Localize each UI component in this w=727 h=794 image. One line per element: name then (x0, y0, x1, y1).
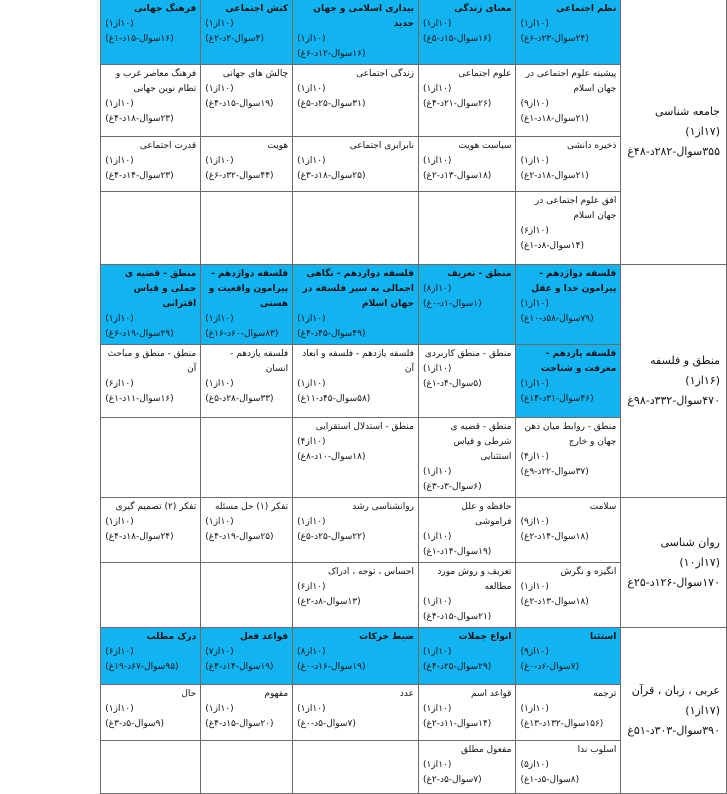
empty-cell (101, 741, 201, 794)
topic-title: بیداری اسلامی و جهان جدید (313, 4, 414, 29)
topic-title: منطق - منطق کاربردی (424, 349, 512, 359)
topic-cell[interactable] (201, 345, 293, 418)
topic-cell[interactable] (201, 685, 293, 741)
topic-title: هویت (267, 141, 289, 151)
topic-stats: (۹۵سوال-۶۷د-۱۹غ) (105, 662, 179, 672)
topic-cell[interactable] (418, 741, 515, 794)
topic-stats: (۳۷سوال-۲۲د-۹غ) (520, 467, 589, 477)
topic-title: منطق - قضیه ی حملی و قیاس اقترانی (124, 269, 197, 309)
topic-cell[interactable] (101, 685, 201, 741)
topic-cell[interactable] (101, 628, 201, 685)
topic-progress: (۱۰از۱) (205, 156, 234, 166)
topic-cell[interactable] (418, 498, 515, 563)
topic-progress: (۱۰از۷) (205, 647, 234, 657)
topic-progress: (۱۰از۱) (422, 760, 452, 770)
topic-stats: (۱سوال-۱د-۰غ) (422, 299, 482, 309)
empty-cell (101, 418, 201, 498)
topic-title: نابرابری اجتماعی (349, 141, 414, 151)
subject-cell (621, 265, 727, 498)
topic-cell[interactable] (418, 137, 515, 192)
topic-title: سلامت (589, 502, 617, 512)
topic-stats: (۵سوال-۴د-۱غ) (422, 379, 482, 389)
subject-name: منطق و فلسفه (۱۶از۱) (650, 354, 720, 387)
topic-cell[interactable] (516, 137, 621, 192)
topic-title: افق علوم اجتماعی در جهان اسلام (534, 196, 617, 221)
topic-cell[interactable] (293, 0, 419, 65)
topic-title: فلسفه یازدهم - فلسفه و ابعاد آن (302, 349, 414, 374)
topic-progress: (۱۰از۱) (297, 517, 326, 527)
topic-stats: (۳۱سوال-۲۵د-۵غ) (297, 99, 366, 109)
topic-cell[interactable] (101, 0, 201, 65)
topic-cell[interactable] (418, 265, 515, 345)
empty-cell (201, 192, 293, 265)
subject-cell (621, 498, 727, 628)
empty-cell (101, 563, 201, 628)
topic-title: مفعول مطلق (460, 745, 512, 755)
topic-cell[interactable] (293, 563, 419, 628)
topic-cell[interactable] (201, 65, 293, 137)
topic-progress: (۱۰از۱) (520, 582, 549, 592)
topic-stats: (۴۴سوال-۳۲د-۶غ) (205, 171, 274, 181)
topic-stats: (۱۶سوال-۱۵د-۱غ) (105, 34, 174, 44)
topic-progress: (۱۰از۱) (205, 704, 234, 714)
table-row (39, 498, 727, 563)
topic-title: نظم اجتماعی (556, 4, 617, 14)
topic-progress: (۱۰از۸) (422, 284, 452, 294)
topic-cell[interactable] (201, 265, 293, 345)
topic-progress: (۱۰از۱) (422, 647, 452, 657)
topic-title: اسلوب ندا (577, 745, 617, 755)
topic-stats: (۲۴سوال-۲۳د-۶غ) (520, 34, 589, 44)
empty-cell (293, 741, 419, 794)
topic-title: فلسفه یازدهم - انسان (230, 349, 289, 374)
topic-progress: (۱۰از۶) (105, 379, 134, 389)
empty-cell (201, 418, 293, 498)
topic-stats: (۲۱سوال-۱۵د-۴غ) (422, 612, 492, 622)
topic-progress: (۱۰از۱) (422, 84, 452, 94)
topic-cell[interactable] (201, 628, 293, 685)
topic-cell[interactable] (293, 345, 419, 418)
table-row (39, 628, 727, 685)
topic-cell[interactable] (293, 137, 419, 192)
topic-cell[interactable] (418, 685, 515, 741)
topic-cell[interactable] (418, 563, 515, 628)
topic-title: کنش اجتماعی (225, 4, 289, 14)
topic-title: فلسفه دوازدهم - پیرامون خدا و عقل (531, 269, 617, 294)
topic-stats: (۱۶سوال-۱۱د-۱غ) (105, 394, 174, 404)
topic-stats: (۲۶سوال-۲۱د-۴غ) (422, 99, 492, 109)
topics-table-body (39, 0, 727, 794)
topic-stats: (۱۸سوال-۱۴د-۲غ) (520, 532, 589, 542)
topic-stats: (۲۵سوال-۱۸د-۳غ) (297, 171, 366, 181)
topic-progress: (۱۰از۱) (105, 19, 134, 29)
topic-progress: (۱۰از۶) (105, 647, 134, 657)
topic-title: قواعد فعل (240, 632, 289, 642)
topic-cell[interactable] (516, 65, 621, 137)
topic-progress: (۱۰از۱) (422, 532, 452, 542)
topic-progress: (۱۰از۱) (105, 517, 134, 527)
empty-cell (201, 741, 293, 794)
topic-title: انگیزه و نگرش (560, 567, 617, 577)
topic-stats: (۷۹سوال-۵۸د-۱۰غ) (520, 314, 594, 324)
topic-cell[interactable] (201, 137, 293, 192)
topic-stats: (۲۴سوال-۱۸د-۴غ) (105, 532, 174, 542)
topic-title: فرهنگ معاصر غرب و تطام نوین جهانی (115, 69, 197, 94)
topic-progress: (۱۰از۱) (105, 314, 134, 324)
topic-title: علوم اجتماعی (458, 69, 512, 79)
topic-stats: (۳۳سوال-۲۸د-۵غ) (205, 394, 274, 404)
topic-progress: (۱۰از۱) (105, 99, 134, 109)
topic-cell[interactable] (516, 685, 621, 741)
topic-progress: (۱۰از۱) (297, 379, 326, 389)
topic-title: روانشناسی رشد (352, 502, 414, 512)
topic-cell[interactable] (293, 628, 419, 685)
topic-cell[interactable] (101, 137, 201, 192)
topic-title: زندگی اجتماعی (356, 69, 414, 79)
subject-name: عربی ، زبان ، قرآن (۱۷از۱) (631, 683, 720, 717)
topic-title: پیشینه علوم اجتماعی در جهان اسلام (525, 69, 617, 94)
topic-stats: (۲۳سوال-۱۴د-۴غ) (105, 171, 174, 181)
topic-cell[interactable] (293, 265, 419, 345)
topic-cell[interactable] (418, 65, 515, 137)
topic-title: احساس ، توجه ، ادراک (327, 567, 414, 577)
topic-title: منطق - قضیه ی شرطی و قیاس استثنایی (450, 422, 512, 462)
topic-progress: (۱۰از۴) (520, 452, 549, 462)
topic-title: منطق - تعریف (447, 269, 512, 279)
topic-stats: (۴۶سوال-۳۱د-۱۴غ) (520, 394, 594, 404)
topic-title: منطق - استدلال استقرایی (315, 422, 414, 432)
topic-progress: (۱۰از۱) (520, 299, 549, 309)
topic-title: سیاست هویت (458, 141, 512, 151)
subject-cell (621, 628, 727, 794)
topic-cell[interactable] (418, 0, 515, 65)
topic-title: فلسفه دوازدهم - پیرامون واقعیت و هستی (208, 269, 289, 309)
topic-progress: (۱۰از۱) (297, 84, 326, 94)
topic-stats: (۱۸سوال-۱۰د-۸غ) (297, 452, 366, 462)
topics-table (38, 0, 727, 794)
topic-stats: (۴سوال-۲د-۲غ) (205, 34, 264, 44)
topic-stats: (۲۹سوال-۲۵د-۴غ) (422, 662, 492, 672)
topic-title: فلسفه دوازدهم - نگاهی اجمالی به سیر فلسفه در جهان اسلام (302, 269, 414, 309)
table-row (39, 0, 727, 65)
topic-title: فرهنگ جهانی (134, 4, 197, 14)
topic-title: تفکر (۲) تصمیم گیری (115, 502, 197, 512)
topic-stats: (۶سوال-۳د-۳غ) (422, 482, 482, 492)
topic-stats: (۲۰سوال-۱۵د-۴غ) (205, 719, 274, 729)
topic-progress: (۱۰از۱) (297, 34, 326, 44)
topic-stats: (۸سوال-۵د-۱غ) (520, 775, 580, 785)
topic-stats: (۱۸سوال-۱۳د-۲غ) (520, 597, 589, 607)
topic-stats: (۹سوال-۵د-۳غ) (105, 719, 164, 729)
topic-stats: (۱۶سوال-۱۵د-۵غ) (422, 34, 492, 44)
topic-stats: (۱۴سوال-۸د-۱غ) (520, 241, 584, 251)
topic-cell[interactable] (516, 418, 621, 498)
topic-cell[interactable] (101, 345, 201, 418)
topic-progress: (۱۰از۸) (297, 647, 326, 657)
topic-cell[interactable] (201, 0, 293, 65)
topic-progress: (۱۰از۱) (105, 704, 134, 714)
topic-cell[interactable] (293, 685, 419, 741)
topic-progress: (۱۰از۱) (205, 314, 234, 324)
topic-title: عدد (399, 689, 414, 699)
topic-cell[interactable] (418, 418, 515, 498)
topic-cell[interactable] (516, 0, 621, 65)
topic-progress: (۱۰از۱) (297, 156, 326, 166)
topic-progress: (۱۰از۱) (422, 364, 452, 374)
topic-stats: (۲۱سوال-۱۸د-۱غ) (520, 114, 589, 124)
topic-title: قدرت اجتماعی (139, 141, 197, 151)
topic-progress: (۱۰از۱) (297, 314, 326, 324)
topic-title: معنای زندگی (454, 4, 512, 14)
topic-progress: (۱۰از۱) (205, 379, 234, 389)
subject-name: جامعه شناسی (۱۷از۱) (654, 105, 720, 138)
topic-progress: (۱۰از۵) (520, 760, 549, 770)
empty-cell (101, 192, 201, 265)
topic-progress: (۱۰از۱) (520, 19, 549, 29)
subject-cell (621, 0, 727, 265)
topic-title: حال (181, 689, 197, 699)
topic-stats: (۲۲سوال-۲۵د-۵غ) (297, 532, 366, 542)
topic-progress: (۱۰از۱) (422, 704, 452, 714)
topic-title: قواعد اسم (470, 689, 512, 699)
topic-stats: (۱۹سوال-۱۴د-۴غ) (205, 662, 274, 672)
topic-cell[interactable] (516, 741, 621, 794)
topic-progress: (۱۰از۶) (297, 582, 326, 592)
subject-name: روان شناسی (۱۷از۱۰) (660, 535, 720, 569)
topic-progress: (۱۰از۱) (520, 704, 549, 714)
topic-progress: (۱۰از۴) (297, 437, 326, 447)
topic-progress: (۱۰از۶) (520, 226, 549, 236)
topic-cell[interactable] (516, 345, 621, 418)
topic-progress: (۱۰از۱) (422, 597, 452, 607)
subject-stats: ۴۷۰سوال-۳۳۲د-۹۸غ (627, 394, 720, 407)
topic-progress: (۱۰از۱) (520, 156, 549, 166)
topic-title: فلسفه یازدهم - معرفت و شناخت (540, 349, 617, 374)
topic-cell[interactable] (293, 418, 419, 498)
topic-stats: (۱۶سوال-۱۲د-۶غ) (297, 49, 366, 59)
subject-stats: ۱۷۰سوال-۱۲۶د-۲۵غ (627, 575, 720, 589)
topic-stats: (۵۸سوال-۴۵د-۱۱غ) (297, 394, 371, 404)
topic-cell[interactable] (201, 498, 293, 563)
topic-progress: (۱۰از۱) (205, 517, 234, 527)
topic-title: ضبط حرکات (359, 632, 414, 642)
topic-stats: (۱۸سوال-۱۳د-۲غ) (422, 171, 492, 181)
topic-cell[interactable] (101, 65, 201, 137)
topic-progress: (۱۰از۱) (205, 84, 234, 94)
topic-cell[interactable] (516, 563, 621, 628)
topic-title: چالش های جهانی (222, 69, 289, 79)
empty-cell (293, 192, 419, 265)
topic-stats: (۷سوال-۵د-۲غ) (422, 775, 482, 785)
topic-progress: (۱۰از۱) (297, 704, 326, 714)
topic-progress: (۱۰از۱) (422, 156, 452, 166)
topic-title: تعریف و روش مورد مطالعه (437, 567, 512, 592)
topic-title: مفهوم (264, 689, 289, 699)
empty-cell (201, 563, 293, 628)
topic-stats: (۱۳سوال-۸د-۲غ) (297, 597, 361, 607)
topic-title: انواع جملات (458, 632, 512, 642)
topic-progress: (۱۰از۱) (422, 467, 452, 477)
topic-progress: (۱۰از۱) (520, 379, 549, 389)
topic-cell[interactable] (418, 345, 515, 418)
topic-cell[interactable] (516, 265, 621, 345)
topic-cell[interactable] (516, 628, 621, 685)
topic-stats: (۲۳سوال-۱۸د-۴غ) (105, 114, 174, 124)
topic-title: حافظه و علل فراموشی (461, 502, 512, 527)
topic-stats: (۱۹سوال-۱۵د-۴غ) (205, 99, 274, 109)
topic-progress: (۱۰از۱) (205, 19, 234, 29)
topic-title: استثنا (589, 632, 617, 642)
topic-stats: (۲۹سوال-۱۹د-۶غ) (105, 329, 174, 339)
topic-title: ذخیره دانشی (566, 141, 617, 151)
topic-stats: (۱۴سوال-۱۱د-۲غ) (422, 719, 492, 729)
topic-cell[interactable] (418, 628, 515, 685)
topic-stats: (۱۹سوال-۱۶د-۰غ) (297, 662, 366, 672)
topic-cell[interactable] (293, 498, 419, 563)
subject-stats: ۳۵۵سوال-۲۸۲د-۴۸غ (627, 145, 720, 158)
topic-cell[interactable] (101, 265, 201, 345)
empty-cell (418, 192, 515, 265)
topic-cell[interactable] (101, 498, 201, 563)
topic-stats: (۴۹سوال-۴۵د-۴غ) (297, 329, 366, 339)
topic-progress: (۱۰از۹) (520, 517, 549, 527)
topic-progress: (۱۰از۱) (105, 156, 134, 166)
topic-progress: (۱۰از۹) (520, 99, 549, 109)
topic-progress: (۱۰از۱) (422, 19, 452, 29)
topic-cell[interactable] (293, 65, 419, 137)
topic-stats: (۷سوال-۶د-۰غ) (520, 662, 580, 672)
topic-title: منطق - منطق و مباحث آن (107, 349, 197, 374)
topic-progress: (۱۰از۹) (520, 647, 549, 657)
topic-cell[interactable] (516, 498, 621, 563)
topic-title: ترجمه (593, 689, 617, 699)
topic-stats: (۱۵۶سوال-۱۳۲د-۱۳غ) (520, 719, 604, 729)
topic-stats: (۱۹سوال-۱۴د-۱غ) (422, 547, 492, 557)
topic-title: تفکر (۱) حل مسئله (214, 502, 289, 512)
topic-stats: (۲۱سوال-۱۸د-۲غ) (520, 171, 589, 181)
table-row (39, 265, 727, 345)
topic-stats: (۷سوال-۵د-۰غ) (297, 719, 356, 729)
topic-stats: (۲۵سوال-۱۹د-۴غ) (205, 532, 274, 542)
topic-stats: (۸۳سوال-۶۰د-۱۶غ) (205, 329, 279, 339)
topic-cell[interactable] (516, 192, 621, 265)
subject-stats: ۳۹۰سوال-۳۰۳د-۵۱غ (627, 723, 720, 737)
topic-title: منطق - روابط میان ذهن جهان و خارج (524, 422, 617, 447)
topic-title: درک مطلب (146, 632, 197, 642)
